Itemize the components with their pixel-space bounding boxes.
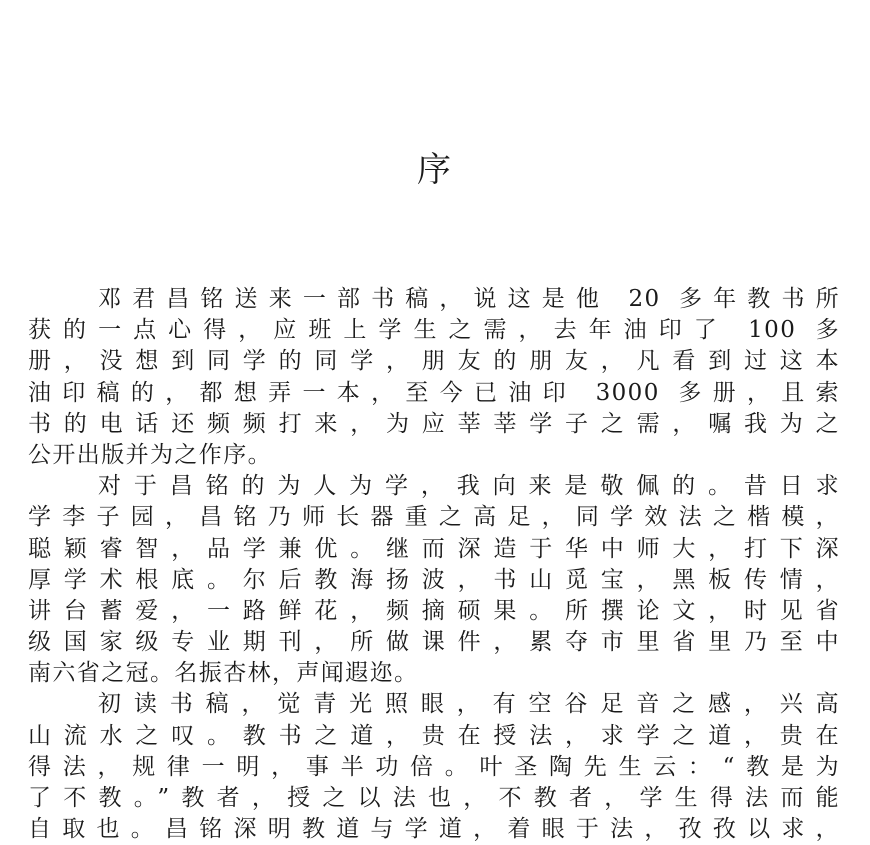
text-line: 邓君昌铭送来一部书稿，说这是他 20 多年教书所 [98,286,840,312]
preface-body [28,284,840,845]
page-title: 序 [417,150,453,190]
text-line: 南六省之冠。名振杏林，声闻遐迩。 [28,660,419,687]
text-line: 油印稿的，都想弄一本，至今已油印 3000 多册，且索 [28,379,840,406]
text-line: 了不教。”教者，授之以法也，不教者，学生得法而能 [28,785,840,811]
text-line: 书的电话还频频打来，为应莘莘学子之需，嘱我为之 [28,410,840,437]
text-line: 聪颖睿智，品学兼优。继而深造于华中师大，打下深 [28,535,840,562]
text-line: 厚学术根底。尔后教海扬波，书山觅宝，黑板传情， [28,566,840,593]
text-line: 级国家级专业期刊，所做课件，累夺市里省里乃至中 [28,629,840,656]
text-line: 公开出版并为之作序。 [28,441,272,468]
text-line: 册，没想到同学的同学，朋友的朋友，凡看到过这本 [28,348,840,375]
text-line: 初读书稿，觉青光照眼，有空谷足音之感，兴高 [98,691,840,718]
text-line: 获的一点心得，应班上学生之需，去年油印了 100 多 [28,317,840,344]
text-line: 自取也。昌铭深明教道与学道，着眼于法，孜孜以求， [28,816,840,843]
text-line: 对于昌铭的为人为学，我向来是敬佩的。昔日求 [98,473,840,500]
text-line: 得法，规律一明，事半功倍。叶圣陶先生云：“教是为 [28,753,840,780]
text-line: 山流水之叹。教书之道，贵在授法，求学之道，贵在 [28,722,840,749]
text-line: 学李子园，昌铭乃师长器重之高足，同学效法之楷模， [28,504,840,531]
text-line: 讲台蓄爱，一路鲜花，频摘硕果。所撰论文，时见省 [28,597,840,624]
